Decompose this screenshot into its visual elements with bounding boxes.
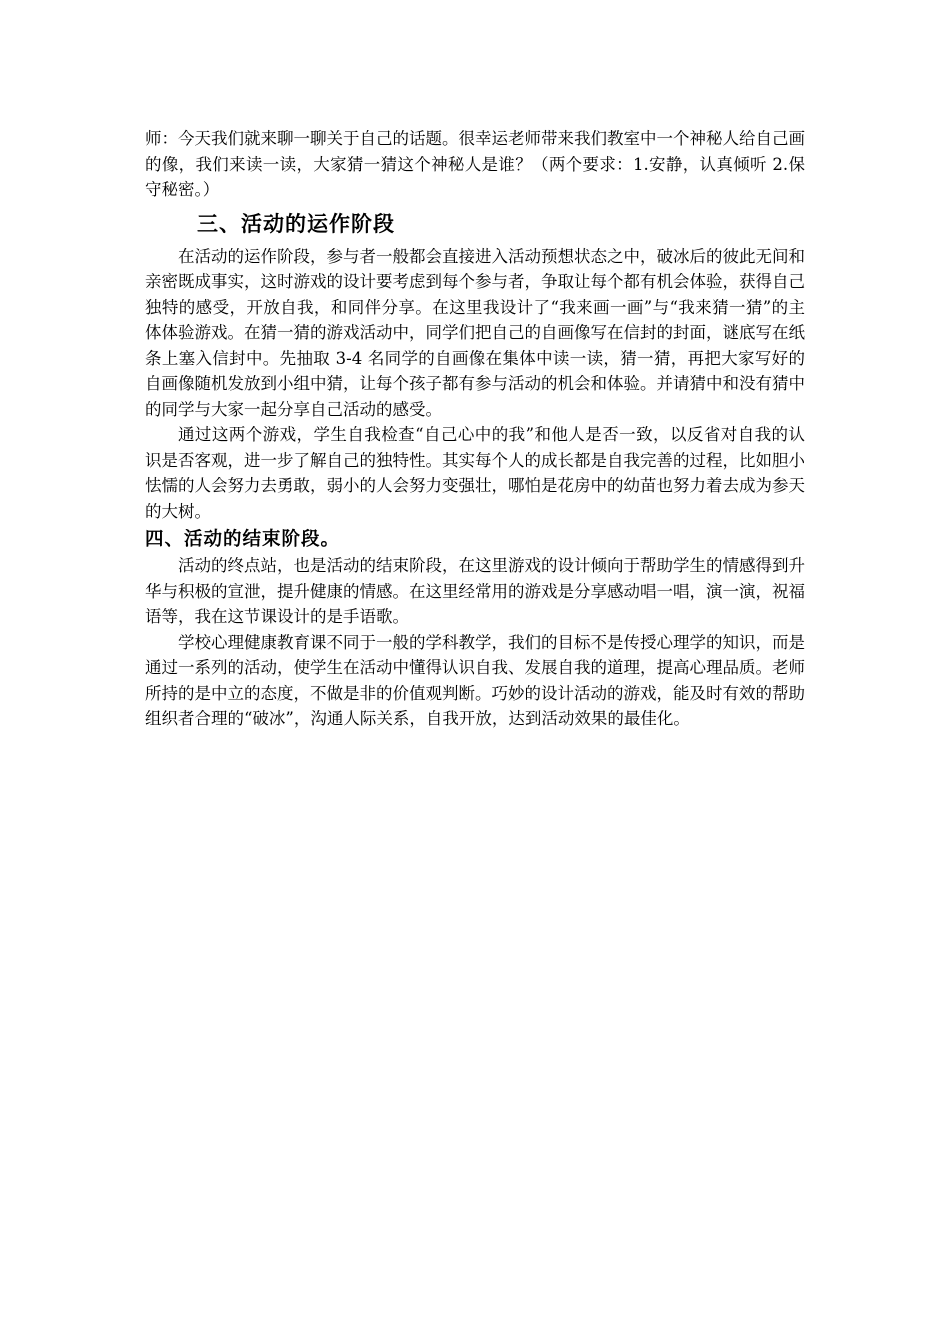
document-page (145, 126, 805, 732)
section-three-heading: 三、活动的运作阶段 (197, 210, 395, 236)
section-four-paragraph: 学校心理健康教育课不同于一般的学科教学，我们的目标不是传授心理学的知识，而是通过一系列的活动，使学生在活动中懂得认识自我、发展自我的道理，提高心理品质。老师所持的是中立的态度，不做是非的价值观判断。巧妙的设计活动的游戏，能及时有效的帮助组织者合理的“破冰”，沟通人际关系，自我开放，达到活动效果的最佳化。 (145, 632, 805, 728)
section-three-paragraph: 在活动的运作阶段，参与者一般都会直接进入活动预想状态之中，破冰后的彼此无间和亲密既成事实，这时游戏的设计要考虑到每个参与者，争取让每个都有机会体验，获得自己独特的感受，开放自我，和同伴分享。在这里我设计了“我来画一画”与“我来猜一猜”的主体体验游戏。在猜一猜的游戏活动中，同学们把自己的自画像写在信封的封面，谜底写在纸条上塞入信封中。先抽取 3-4 名同学的自画像在集体中读一读，猜一猜，再把大家写好的自画像随机发放到小组中猜，让每个孩子都有参与活动的机会和体验。并请猜中和没有猜中的同学与大家一起分享自己活动的感受。 (145, 246, 805, 419)
section-three-paragraph: 通过这两个游戏，学生自我检查“自己心中的我”和他人是否一致，以反省对自我的认识是否客观，进一步了解自己的独特性。其实每个人的成长都是自我完善的过程，比如胆小怯懦的人会努力去勇敢，弱小的人会努力变强壮，哪怕是花房中的幼苗也努力着去成为参天的大树。 (145, 425, 805, 521)
section-four-heading: 四、活动的结束阶段。 (145, 529, 341, 550)
intro-paragraph: 师：今天我们就来聊一聊关于自己的话题。很幸运老师带来我们教室中一个神秘人给自己画的像，我们来读一读，大家猜一猜这个神秘人是谁？（两个要求：1.安静，认真倾听 2.保守秘密。） (145, 129, 805, 199)
section-four-paragraph: 活动的终点站，也是活动的结束阶段，在这里游戏的设计倾向于帮助学生的情感得到升华与积极的宣泄，提升健康的情感。在这里经常用的游戏是分享感动唱一唱，演一演，祝福语等，我在这节课设计的是手语歌。 (145, 556, 805, 626)
